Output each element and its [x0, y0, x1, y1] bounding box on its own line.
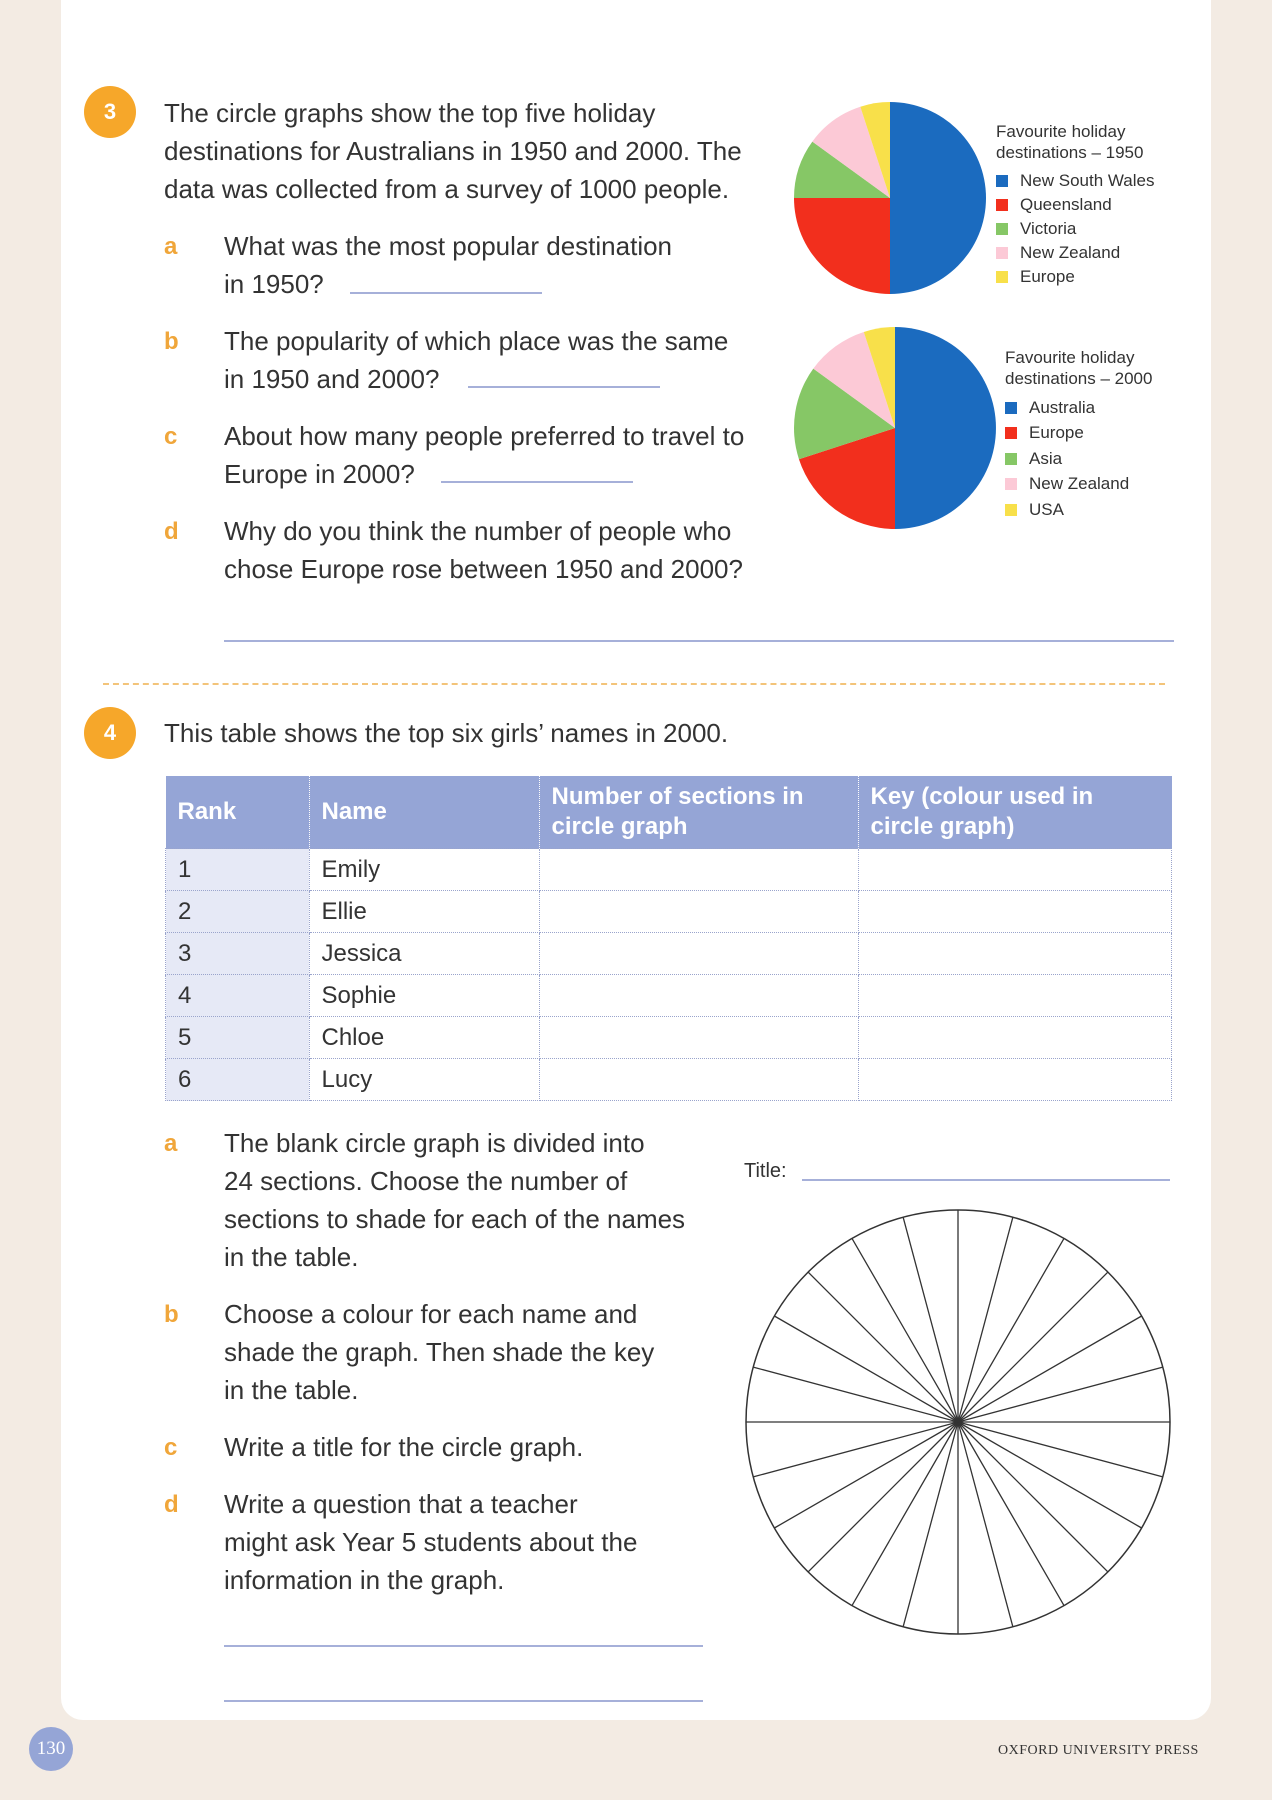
- legend-label: New Zealand: [1029, 474, 1130, 494]
- legend-2000-title: [1005, 347, 1152, 389]
- q4-part-b-line: shade the graph. Then shade the key: [224, 1337, 655, 1367]
- key-cell[interactable]: [858, 975, 1172, 1017]
- table-row: [166, 933, 1172, 975]
- key-cell[interactable]: [858, 933, 1172, 975]
- rank-cell: 2: [166, 891, 310, 933]
- pie-chart-2000: [790, 325, 1000, 531]
- sections-cell[interactable]: [539, 1059, 858, 1101]
- legend-label: Europe: [1029, 423, 1084, 443]
- pie-slice-australia: [895, 327, 996, 529]
- name-cell: Ellie: [309, 891, 539, 933]
- q4-part-c-text: [224, 1428, 583, 1466]
- legend-swatch: [996, 199, 1008, 211]
- question-3-badge: [84, 86, 136, 138]
- name-cell: Sophie: [309, 975, 539, 1017]
- publisher-name: OXFORD UNIVERSITY PRESS: [998, 1743, 1199, 1758]
- q4-part-b-letter: b: [164, 1301, 179, 1328]
- legend-label: New South Wales: [1020, 171, 1155, 190]
- q4-part-b-line: Choose a colour for each name and: [224, 1299, 638, 1329]
- q3-part-b-line: The popularity of which place was the same: [224, 326, 729, 356]
- page-number-badge: [29, 1727, 73, 1771]
- key-cell[interactable]: [858, 1017, 1172, 1059]
- legend-1950-title-line: Favourite holiday: [996, 122, 1126, 141]
- q4-part-d-line: might ask Year 5 students about the: [224, 1527, 638, 1557]
- q4-part-a-line: 24 sections. Choose the number of: [224, 1166, 628, 1196]
- q3-part-a-line: What was the most popular destination: [224, 231, 673, 261]
- q4-part-a-line: The blank circle graph is divided into: [224, 1128, 645, 1158]
- rank-cell: 5: [166, 1017, 310, 1059]
- name-cell: Jessica: [309, 933, 539, 975]
- question-4-text: This table shows the top six girls’ names in 2000.: [164, 718, 729, 748]
- q3-part-c-line: Europe in 2000?: [224, 459, 415, 489]
- question-4-badge: [84, 707, 136, 759]
- q3-part-c-letter: c: [164, 423, 178, 450]
- rank-cell: 3: [166, 933, 310, 975]
- legend-label: Europe: [1020, 267, 1075, 286]
- key-cell[interactable]: [858, 891, 1172, 933]
- q4-part-c-line: Write a title for the circle graph.: [224, 1432, 584, 1462]
- header-name: Name: [309, 776, 539, 849]
- legend-label: Australia: [1029, 397, 1096, 417]
- q3-part-d-text: [224, 512, 743, 588]
- q3-part-a-letter: a: [164, 233, 178, 260]
- legend-swatch: [996, 223, 1008, 235]
- legend-swatch: [1005, 478, 1017, 490]
- q4-part-d-text: [224, 1485, 637, 1599]
- legend-swatch: [1005, 402, 1017, 414]
- q3-part-d-line: chose Europe rose between 1950 and 2000?: [224, 554, 743, 584]
- q3-part-b-answer-line[interactable]: [468, 386, 660, 388]
- q4-part-a-text: [224, 1124, 685, 1276]
- legend-1950: [996, 121, 1154, 289]
- legend-item-asia: [1005, 446, 1152, 472]
- header-rank: Rank: [166, 776, 310, 849]
- q4-part-c-letter: c: [164, 1434, 178, 1461]
- pie-chart-1950: [790, 98, 990, 298]
- name-cell: Emily: [309, 849, 539, 891]
- legend-swatch: [1005, 453, 1017, 465]
- question-4-number: 4: [103, 720, 117, 745]
- legend-label: Victoria: [1020, 219, 1077, 238]
- legend-label: USA: [1029, 499, 1064, 519]
- q3-part-c-answer-line[interactable]: [441, 481, 633, 483]
- sections-cell[interactable]: [539, 849, 858, 891]
- q4-part-d-letter: d: [164, 1491, 179, 1518]
- q4-part-a-letter: a: [164, 1130, 178, 1157]
- legend-item-victoria: [996, 217, 1154, 241]
- table-row: [166, 1059, 1172, 1101]
- q3-part-b-letter: b: [164, 328, 179, 355]
- q3-part-c-line: About how many people preferred to travel to: [224, 421, 745, 451]
- rank-cell: 4: [166, 975, 310, 1017]
- pie-slice-new-south-wales: [890, 102, 986, 294]
- question-3-line: destinations for Australians in 1950 and 2000. The: [164, 136, 742, 166]
- rank-cell: 6: [166, 1059, 310, 1101]
- q4-part-a-line: sections to shade for each of the names: [224, 1204, 686, 1234]
- header-key-line: circle graph): [870, 813, 1015, 840]
- q3-part-d-line: Why do you think the number of people who: [224, 516, 732, 546]
- girls-names-table: [165, 776, 1172, 1101]
- header-key: [858, 776, 1172, 849]
- question-3-line: data was collected from a survey of 1000 people.: [164, 174, 730, 204]
- rank-cell: 1: [166, 849, 310, 891]
- q3-part-b-line: in 1950 and 2000?: [224, 364, 440, 394]
- q3-part-d-answer-line[interactable]: [224, 640, 1174, 642]
- q4-part-b-line: in the table.: [224, 1375, 359, 1405]
- table-row: [166, 849, 1172, 891]
- question-3-number: 3: [103, 99, 117, 124]
- legend-1950-title-line: destinations – 1950: [996, 143, 1144, 162]
- q4-part-d-answer-line-2[interactable]: [224, 1700, 703, 1702]
- legend-item-europe: [996, 265, 1154, 289]
- table-row: [166, 891, 1172, 933]
- header-sections-line: circle graph: [551, 813, 688, 840]
- sections-cell[interactable]: [539, 1017, 858, 1059]
- sections-cell[interactable]: [539, 891, 858, 933]
- legend-label: Queensland: [1020, 195, 1112, 214]
- legend-label: Asia: [1029, 448, 1063, 468]
- legend-swatch: [996, 271, 1008, 283]
- legend-item-europe: [1005, 421, 1152, 447]
- legend-item-usa: [1005, 497, 1152, 523]
- header-sections: [539, 776, 858, 849]
- name-cell: Lucy: [309, 1059, 539, 1101]
- legend-item-australia: [1005, 395, 1152, 421]
- q4-part-d-line: information in the graph.: [224, 1565, 505, 1595]
- key-cell[interactable]: [858, 1059, 1172, 1101]
- legend-1950-title: [996, 121, 1154, 163]
- sections-cell[interactable]: [539, 975, 858, 1017]
- legend-item-queensland: [996, 193, 1154, 217]
- q3-part-a-line: in 1950?: [224, 269, 324, 299]
- graph-title-answer-line[interactable]: [802, 1179, 1170, 1181]
- q4-part-a-line: in the table.: [224, 1242, 359, 1272]
- table-row: [166, 1017, 1172, 1059]
- key-cell[interactable]: [858, 849, 1172, 891]
- legend-2000: [1005, 347, 1152, 523]
- sections-cell[interactable]: [539, 933, 858, 975]
- question-3-line: The circle graphs show the top five holiday: [164, 98, 656, 128]
- legend-swatch: [1005, 504, 1017, 516]
- q4-part-d-answer-line-1[interactable]: [224, 1645, 703, 1647]
- legend-2000-title-line: destinations – 2000: [1005, 369, 1153, 388]
- q3-part-a-answer-line[interactable]: [350, 292, 542, 294]
- legend-swatch: [996, 247, 1008, 259]
- legend-label: New Zealand: [1020, 243, 1121, 262]
- question-3-text: [164, 94, 742, 208]
- header-key-line: Key (colour used in: [870, 783, 1094, 810]
- q4-part-b-text: [224, 1295, 654, 1409]
- pie-slice-queensland: [794, 198, 890, 294]
- name-cell: Chloe: [309, 1017, 539, 1059]
- q3-part-d-letter: d: [164, 518, 179, 545]
- header-sections-line: Number of sections in: [551, 783, 804, 810]
- legend-item-new-zealand: [1005, 472, 1152, 498]
- table-header-row: [166, 776, 1172, 849]
- table-row: [166, 975, 1172, 1017]
- legend-swatch: [996, 175, 1008, 187]
- legend-2000-title-line: Favourite holiday: [1005, 348, 1135, 367]
- legend-swatch: [1005, 427, 1017, 439]
- section-divider: [103, 683, 1165, 685]
- legend-item-new-zealand: [996, 241, 1154, 265]
- blank-circle-graph[interactable]: [743, 1207, 1173, 1637]
- page-number: 130: [36, 1738, 66, 1759]
- q4-part-d-line: Write a question that a teacher: [224, 1489, 578, 1519]
- graph-title-label: Title:: [744, 1160, 787, 1182]
- legend-item-new-south-wales: [996, 169, 1154, 193]
